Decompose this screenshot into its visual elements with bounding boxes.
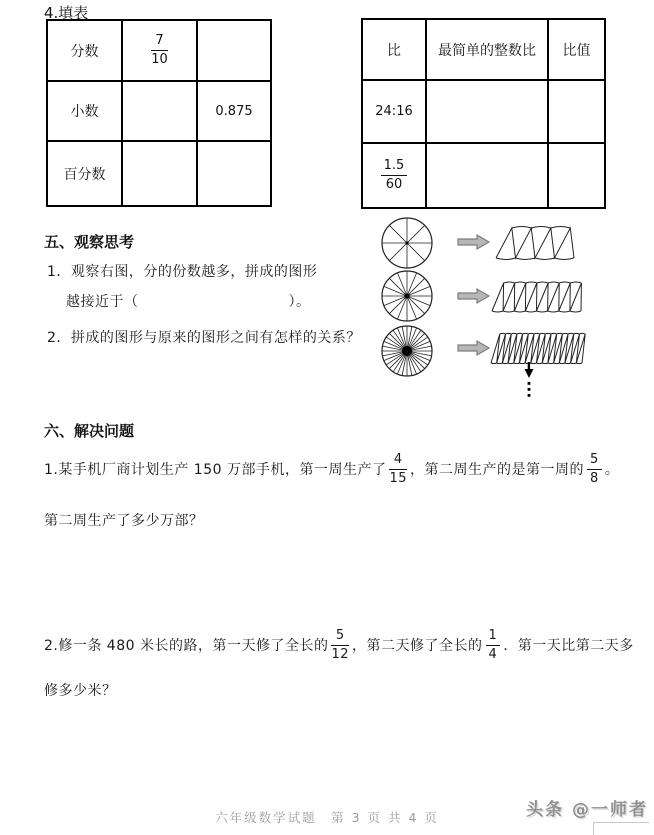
- row-label-fraction: 分数: [47, 20, 122, 81]
- fraction-1.5-60: $\frac{1.5}{60}$: [381, 158, 408, 192]
- fraction-1-4: $\frac{1}{4}$: [486, 628, 501, 662]
- table-row: [362, 80, 605, 143]
- cell-ratio-24-16: 24:16: [362, 80, 426, 143]
- section5-q1-line2: [66, 291, 311, 311]
- row-label-decimal: 小数: [47, 81, 122, 141]
- sector-circle-2: [381, 270, 433, 322]
- problem2-part2: ，第二天修了全长的: [352, 638, 483, 655]
- problem1-text: [44, 452, 619, 486]
- section5-q1-line1: 1．观察右图，分的份数越多，拼成的图形: [47, 264, 318, 280]
- right-arrow-icon: [457, 339, 491, 361]
- row-label-percent: 百分数: [47, 141, 122, 206]
- cell-fraction-1.5-60: [362, 143, 426, 208]
- section5-heading: 五、观察思考: [44, 233, 135, 251]
- header-simplest-ratio: 最简单的整数比: [426, 19, 548, 80]
- page-footer: 六年级数学试题 第 3 页 共 4 页: [215, 810, 439, 825]
- header-ratio-value: 比值: [548, 19, 605, 80]
- problem2-part1: 2.修一条 480 米长的路，第一天修了全长的: [44, 638, 329, 655]
- section5-q2: 2．拼成的图形与原来的图形之间有怎样的关系？: [47, 330, 361, 346]
- cell-empty: [197, 20, 271, 81]
- watermark: 头条 @一师者: [526, 800, 648, 820]
- problem2-text: [44, 628, 634, 662]
- table-row: [362, 143, 605, 208]
- problem2-question: 修多少米？: [44, 683, 117, 699]
- dotted-down-arrow-icon: [523, 362, 535, 404]
- cell-decimal-value: 0.875: [197, 81, 271, 141]
- table-row: [47, 20, 271, 81]
- table-row: [47, 141, 271, 206]
- table-header-row: [362, 19, 605, 80]
- cell-empty: [426, 80, 548, 143]
- zigzag-shape-3: [487, 330, 592, 367]
- fraction-4-15: $\frac{4}{15}$: [389, 452, 408, 486]
- problem1-part2: ，第二周生产的是第一周的: [410, 462, 585, 479]
- sector-circle-3: [381, 325, 433, 377]
- problem1-part1: 1.某手机厂商计划生产 150 万部手机，第一周生产了: [44, 462, 387, 479]
- fraction-decimal-percent-table: [46, 19, 272, 207]
- cell-empty: [197, 141, 271, 206]
- problem1-question: 第二周生产了多少万部？: [44, 513, 204, 529]
- cell-empty: [122, 141, 197, 206]
- fraction-7-10: $\frac{7}{10}$: [151, 33, 168, 67]
- q1-close-paren: ）。: [288, 294, 311, 310]
- section4-title: 4.填表: [44, 4, 89, 22]
- table-row: [47, 81, 271, 141]
- cell-empty: [548, 80, 605, 143]
- ratio-table: [361, 18, 606, 209]
- right-arrow-icon: [457, 233, 491, 255]
- fraction-5-8: $\frac{5}{8}$: [587, 452, 602, 486]
- right-arrow-icon: [457, 287, 491, 309]
- problem1-part3: 。: [604, 462, 620, 479]
- header-ratio: 比: [362, 19, 426, 80]
- zigzag-shape-2: [488, 279, 591, 315]
- cell-empty: [426, 143, 548, 208]
- corner-mark: [593, 822, 649, 835]
- q1-open-paren: 越接近于（: [66, 294, 139, 310]
- fraction-5-12: $\frac{5}{12}$: [331, 628, 350, 662]
- cell-empty: [548, 143, 605, 208]
- zigzag-shape-1: [492, 224, 584, 262]
- sector-circle-1: [381, 217, 433, 269]
- cell-fraction-value: [122, 20, 197, 81]
- problem2-part3: ．第一天比第二天多: [503, 638, 634, 655]
- section6-heading: 六、解决问题: [44, 422, 135, 440]
- cell-empty: [122, 81, 197, 141]
